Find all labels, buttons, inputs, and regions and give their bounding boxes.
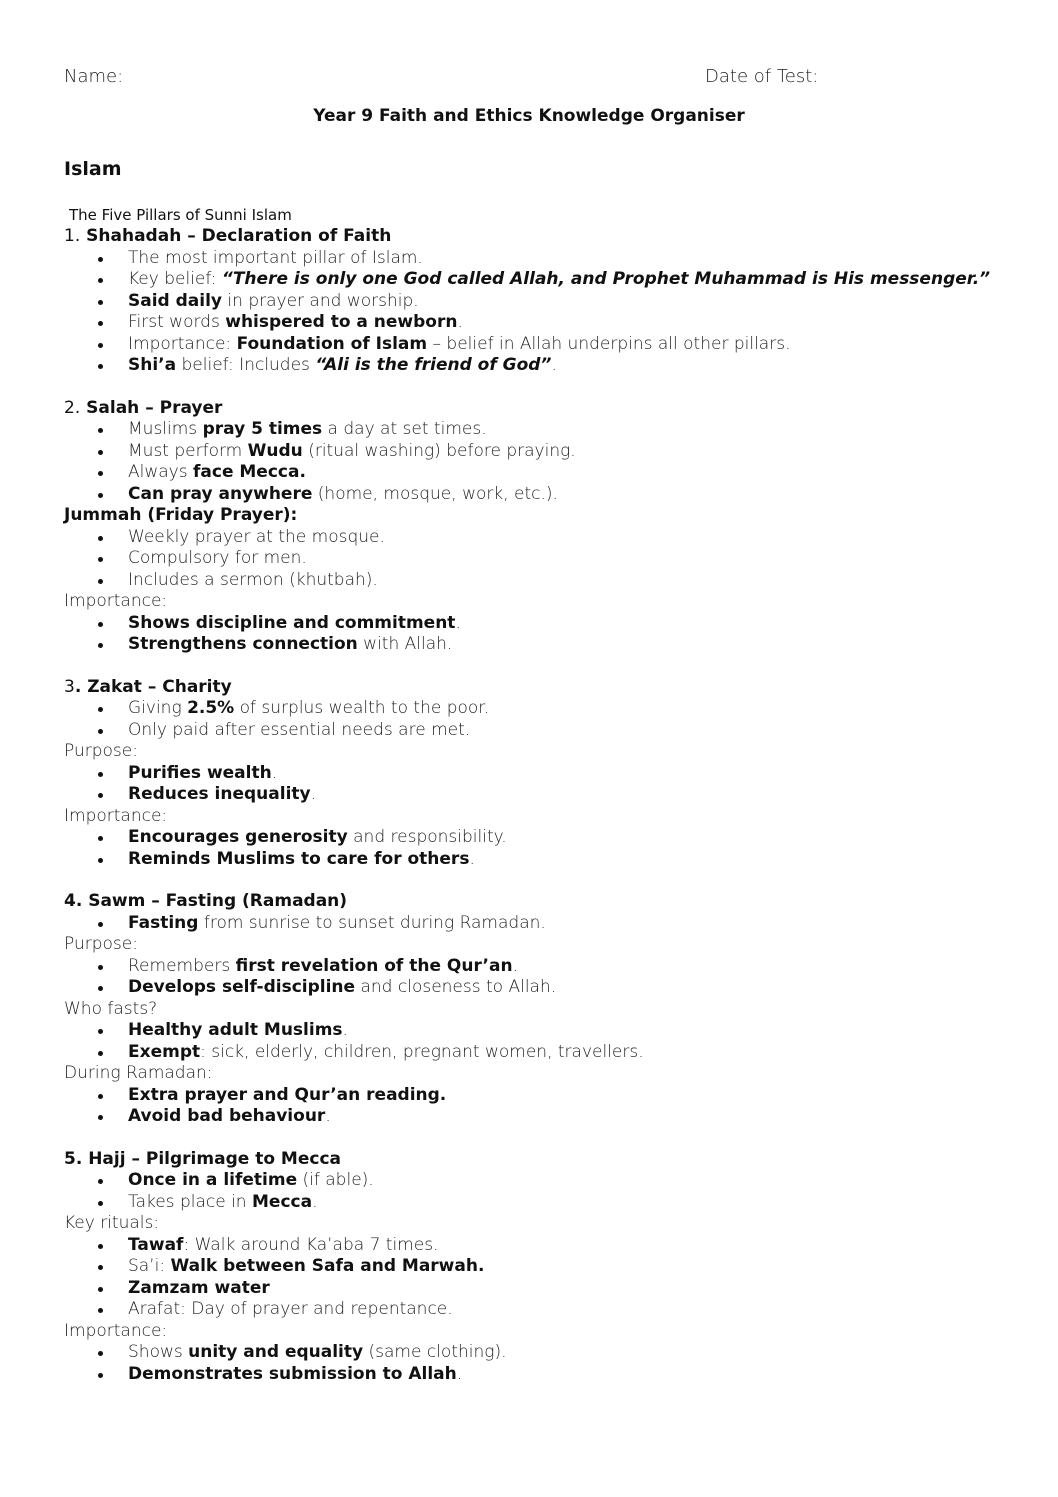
item-bold: Shi’a: [128, 355, 177, 375]
item-text: and closeness to Allah.: [355, 977, 557, 997]
item-bold: Encourages generosity: [128, 827, 348, 847]
list-item: [64, 312, 1024, 334]
list-item: [64, 1342, 1024, 1364]
item-bold: Mecca: [252, 1191, 313, 1212]
item-bold: Once in a lifetime: [128, 1170, 298, 1190]
item-quote: “Ali is the friend of God”: [315, 355, 552, 375]
list-item: [64, 1020, 1024, 1042]
item-text: .: [310, 784, 317, 804]
list-item: [64, 1278, 1024, 1300]
item-text: from sunrise to sunset during Ramadan.: [198, 912, 546, 933]
item-text: : Walk around Ka’aba 7 times.: [183, 1234, 439, 1255]
item-bold: Demonstrates submission to Allah: [128, 1363, 457, 1384]
list-item: [64, 269, 1024, 291]
item-text: .: [512, 955, 518, 976]
item-text: (ritual washing) before praying.: [302, 440, 576, 461]
key-belief-quote: “There is only one God called Allah, and Prophet Muhammad is His messenger.”: [221, 269, 991, 289]
item-text: Includes a sermon (khutbah).: [128, 569, 378, 590]
item-bold: Purifies wealth: [128, 762, 272, 783]
list-item: [64, 1299, 1024, 1321]
content: [64, 205, 1024, 1385]
pillar-1-heading: [64, 226, 1024, 248]
list-item: [64, 849, 1024, 871]
list-item: [64, 956, 1024, 978]
item-text: First words: [128, 312, 226, 332]
item-text: Arafat: Day of prayer and repentance.: [128, 1299, 453, 1319]
list-item: [64, 548, 1024, 570]
list-item: [64, 613, 1024, 635]
item-text: of surplus wealth to the poor.: [234, 698, 490, 718]
list-item: [64, 334, 1024, 356]
item-text: The most important pillar of Islam.: [128, 247, 423, 268]
name-label: Name:: [64, 66, 124, 87]
item-text: .: [457, 312, 463, 332]
item-text: .: [312, 1191, 318, 1212]
item-text: (same clothing).: [363, 1342, 507, 1362]
item-text: belief: Includes: [176, 355, 316, 375]
item-text: Sa’i:: [128, 1256, 171, 1276]
item-text: Takes place in: [128, 1191, 252, 1212]
item-bold: Healthy adult Muslims: [128, 1020, 343, 1040]
item-text: .: [271, 762, 278, 783]
spacer: [64, 656, 1024, 677]
list-item: [64, 1256, 1024, 1278]
item-text: in prayer and worship.: [222, 290, 419, 311]
section-title: Islam: [64, 158, 122, 180]
item-text: Muslims: [128, 419, 203, 439]
item-text: a day at set times.: [322, 419, 487, 439]
list-item: [64, 1235, 1024, 1257]
pillar-3-number: 3: [64, 676, 75, 697]
item-bold: whispered to a newborn: [225, 312, 458, 332]
list-item: [64, 355, 1024, 377]
date-of-test-label: Date of Test:: [705, 66, 819, 87]
list-item: [64, 248, 1024, 270]
list-item: [64, 441, 1024, 463]
who-fasts-label: Who fasts?: [64, 998, 158, 1019]
list-item: [64, 634, 1024, 656]
list-item: [64, 570, 1024, 592]
pillar-1-title: Shahadah – Declaration of Faith: [86, 226, 392, 246]
jummah-heading: Jummah (Friday Prayer):: [64, 505, 298, 525]
item-text: Importance:: [128, 333, 237, 354]
document-title: Year 9 Faith and Ethics Knowledge Organiser: [313, 106, 745, 126]
item-bold: unity and equality: [188, 1342, 364, 1362]
item-bold: Exempt: [128, 1041, 201, 1062]
item-text: with Allah.: [357, 634, 453, 654]
list-item: [64, 1106, 1024, 1128]
item-bold: face Mecca.: [193, 462, 306, 482]
item-text: Compulsory for men.: [128, 548, 307, 568]
item-text: .: [325, 1106, 331, 1126]
item-text: .: [455, 612, 461, 633]
item-bold: Strengthens connection: [128, 634, 358, 654]
list-item: [64, 720, 1024, 742]
list-item: [64, 527, 1024, 549]
list-item: [64, 1170, 1024, 1192]
pillar-2-title: Salah – Prayer: [86, 397, 223, 418]
item-text: Must perform: [128, 440, 248, 461]
item-bold: first revelation of the Qur’an: [235, 955, 513, 976]
spacer: [64, 1128, 1024, 1149]
subtitle: The Five Pillars of Sunni Islam: [69, 206, 292, 224]
purpose-label: Purpose:: [64, 741, 138, 761]
item-bold: Reminds Muslims to care for others: [128, 848, 470, 869]
item-text: Always: [128, 462, 193, 482]
item-text: Key belief:: [128, 269, 222, 289]
pillar-4-heading: 4. Sawm – Fasting (Ramadan): [64, 891, 348, 911]
item-bold: Wudu: [247, 440, 303, 461]
list-item: [64, 484, 1024, 506]
item-bold: Fasting: [128, 912, 199, 933]
item-text: .: [469, 848, 475, 869]
list-item: [64, 977, 1024, 999]
item-bold: Zamzam water: [128, 1277, 270, 1298]
key-rituals-label: Key rituals:: [64, 1213, 160, 1233]
item-text: : sick, elderly, children, pregnant women, travellers.: [200, 1041, 644, 1062]
importance-label: Importance:: [64, 1320, 168, 1341]
item-text: .: [342, 1020, 348, 1040]
spacer: [64, 377, 1024, 398]
importance-label: Importance:: [64, 805, 168, 826]
pillar-1-number: 1.: [64, 226, 81, 246]
item-text: and responsibility.: [347, 827, 507, 847]
list-item: [64, 291, 1024, 313]
item-bold: Extra prayer and Qur’an reading.: [128, 1084, 447, 1105]
list-item: [64, 1085, 1024, 1107]
item-bold: Shows discipline and commitment: [128, 612, 456, 633]
item-text: Shows: [128, 1342, 189, 1362]
item-text: – belief in Allah underpins all other pillars.: [427, 333, 791, 354]
item-bold: Develops self-discipline: [128, 977, 356, 997]
item-text: Weekly prayer at the mosque.: [128, 526, 385, 547]
item-bold: Reduces inequality: [128, 784, 311, 804]
item-text: (if able).: [297, 1170, 374, 1190]
list-item: [64, 462, 1024, 484]
item-text: .: [551, 355, 557, 375]
item-text: Remembers: [128, 955, 236, 976]
list-item: [64, 1192, 1024, 1214]
pillar-2-heading: [64, 398, 1024, 420]
pillar-2-number: 2.: [64, 397, 81, 418]
list-item: [64, 913, 1024, 935]
pillar-3-heading: [64, 677, 1024, 699]
item-text: Giving: [128, 698, 188, 718]
list-item: [64, 419, 1024, 441]
list-item: [64, 1042, 1024, 1064]
list-item: [64, 763, 1024, 785]
item-bold: Foundation of Islam: [236, 333, 428, 354]
pillar-3-title: . Zakat – Charity: [74, 676, 232, 697]
item-bold: pray 5 times: [202, 419, 323, 439]
importance-label: Importance:: [64, 591, 168, 611]
list-item: [64, 698, 1024, 720]
item-text: Only paid after essential needs are met.: [128, 719, 471, 740]
list-item: [64, 1364, 1024, 1386]
item-text: .: [456, 1363, 463, 1384]
list-item: [64, 827, 1024, 849]
item-bold: Tawaf: [128, 1234, 184, 1255]
item-text: (home, mosque, work, etc.).: [312, 483, 558, 504]
item-bold: 2.5%: [187, 698, 235, 718]
spacer: [64, 870, 1024, 891]
item-bold: Said daily: [128, 290, 223, 311]
item-bold: Walk between Safa and Marwah.: [170, 1256, 485, 1276]
item-bold: Avoid bad behaviour: [128, 1106, 326, 1126]
item-bold: Can pray anywhere: [128, 483, 313, 504]
list-item: [64, 784, 1024, 806]
purpose-label: Purpose:: [64, 934, 138, 954]
during-ramadan-label: During Ramadan:: [64, 1063, 213, 1083]
pillar-5-heading: 5. Hajj – Pilgrimage to Mecca: [64, 1148, 341, 1169]
